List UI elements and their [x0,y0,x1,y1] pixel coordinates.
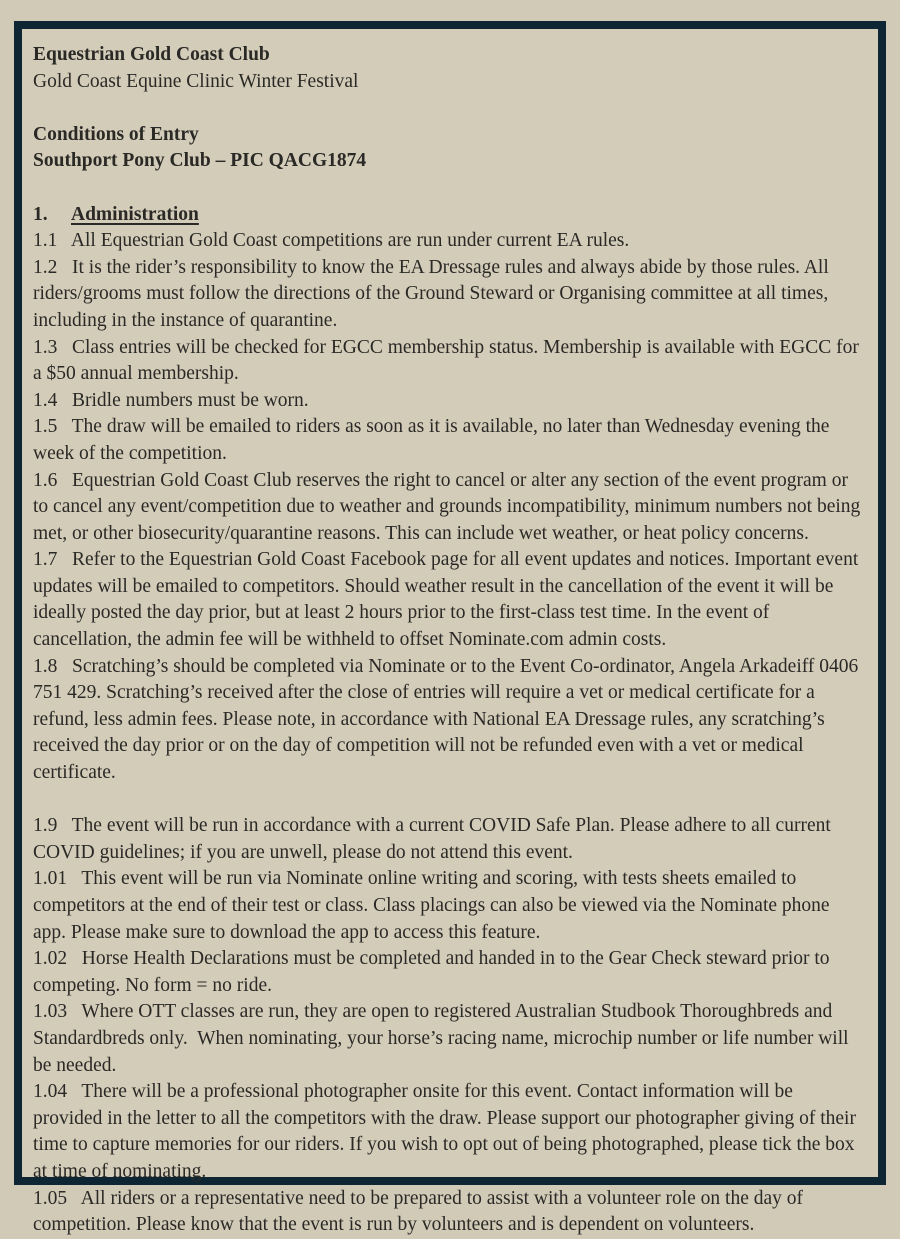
clause-1-2: 1.2 It is the rider’s responsibility to know the EA Dressage rules and always abide by those rules. All riders/grooms must follow the directions of the Ground Steward or Organising committee at all times, including in the instance of quarantine. [33,256,834,331]
clause-1-7: 1.7 Refer to the Equestrian Gold Coast Facebook page for all event updates and notices. Important event updates will be emailed to competitors. Should weather result in the cancellation of the event it will be ideally posted the day prior, but at least 2 hours prior to the first-class test time. In the event of cancellation, the admin fee will be withheld to offset Nominate.com admin costs. [33,549,864,651]
clause-1-01: 1.01 This event will be run via Nominate online writing and scoring, with tests sheets emailed to competitors at the end of their test or class. Class placings can also be viewed via the Nominate phone app. Please make sure to download the app to access this feature. [33,868,835,943]
blank-line [33,175,866,202]
clause-1-5: 1.5 The draw will be emailed to riders as soon as it is available, no later than Wednesday evening the week of the competition. [33,416,835,464]
clause-1-02: 1.02 Horse Health Declarations must be completed and handed in to the Gear Check steward prior to competing. No form = no ride. [33,948,835,996]
clause-1-05: 1.05 All riders or a representative need to be prepared to assist with a volunteer role on the day of competition. Please know that the event is run by volunteers and is dependent on volunteers. [33,1187,808,1236]
clause-1-6: 1.6 Equestrian Gold Coast Club reserves the right to cancel or alter any section of the event program or to cancel any event/competition due to weather and grounds incompatibility, minimum numbers not being met, or other biosecurity/quarantine reasons. This can include wet weather, or heat policy concerns. [33,469,866,544]
clause-1-8: 1.8 Scratching’s should be completed via Nominate or to the Event Co-ordinator, Angela Arkadeiff 0406 751 429. Scratching’s received after the close of entries will require a vet or medical certificate for a refund, less admin fees. Please note, in accordance with National EA Dressage rules, any scratching’s received the day prior or on the day of competition will not be refunded even with a vet or medical certificate. [33,655,864,784]
section-heading [33,202,866,229]
clause-1-9: 1.9 The event will be run in accordance with a current COVID Safe Plan. Please adhere to all current COVID guidelines; if you are unwell, please do not attend this event. [33,815,836,863]
clause-1-3: 1.3 Class entries will be checked for EGCC membership status. Membership is available with EGCC for a $50 annual membership. [33,336,864,385]
section-title: Administration [71,203,199,225]
section-number: 1. [33,203,48,225]
event-name: Gold Coast Equine Clinic Winter Festival [33,70,359,92]
conditions-title: Conditions of Entry [33,123,199,145]
clause-1-4: 1.4 Bridle numbers must be worn. [33,389,309,411]
clause-1-04: 1.04 There will be a professional photographer onsite for this event. Contact information will be provided in the letter to all the competitors with the draw. Please support our photographer giving of their time to capture memories for our riders. If you wish to opt out of being photographed, please tick the box at time of nominating. [33,1081,861,1182]
blank-line [33,95,866,122]
clause-1-1: 1.1 All Equestrian Gold Coast competitions are run under current EA rules. [33,230,630,252]
clause-1-03: 1.03 Where OTT classes are run, they are open to registered Australian Studbook Thoroughbreds and Standardbreds only. When nominating, your horse’s racing name, microchip number or life number will be needed. [33,1001,854,1076]
document-page [14,21,886,1236]
venue-line: Southport Pony Club – PIC QACG1874 [33,150,367,172]
club-name: Equestrian Gold Coast Club [33,44,270,65]
